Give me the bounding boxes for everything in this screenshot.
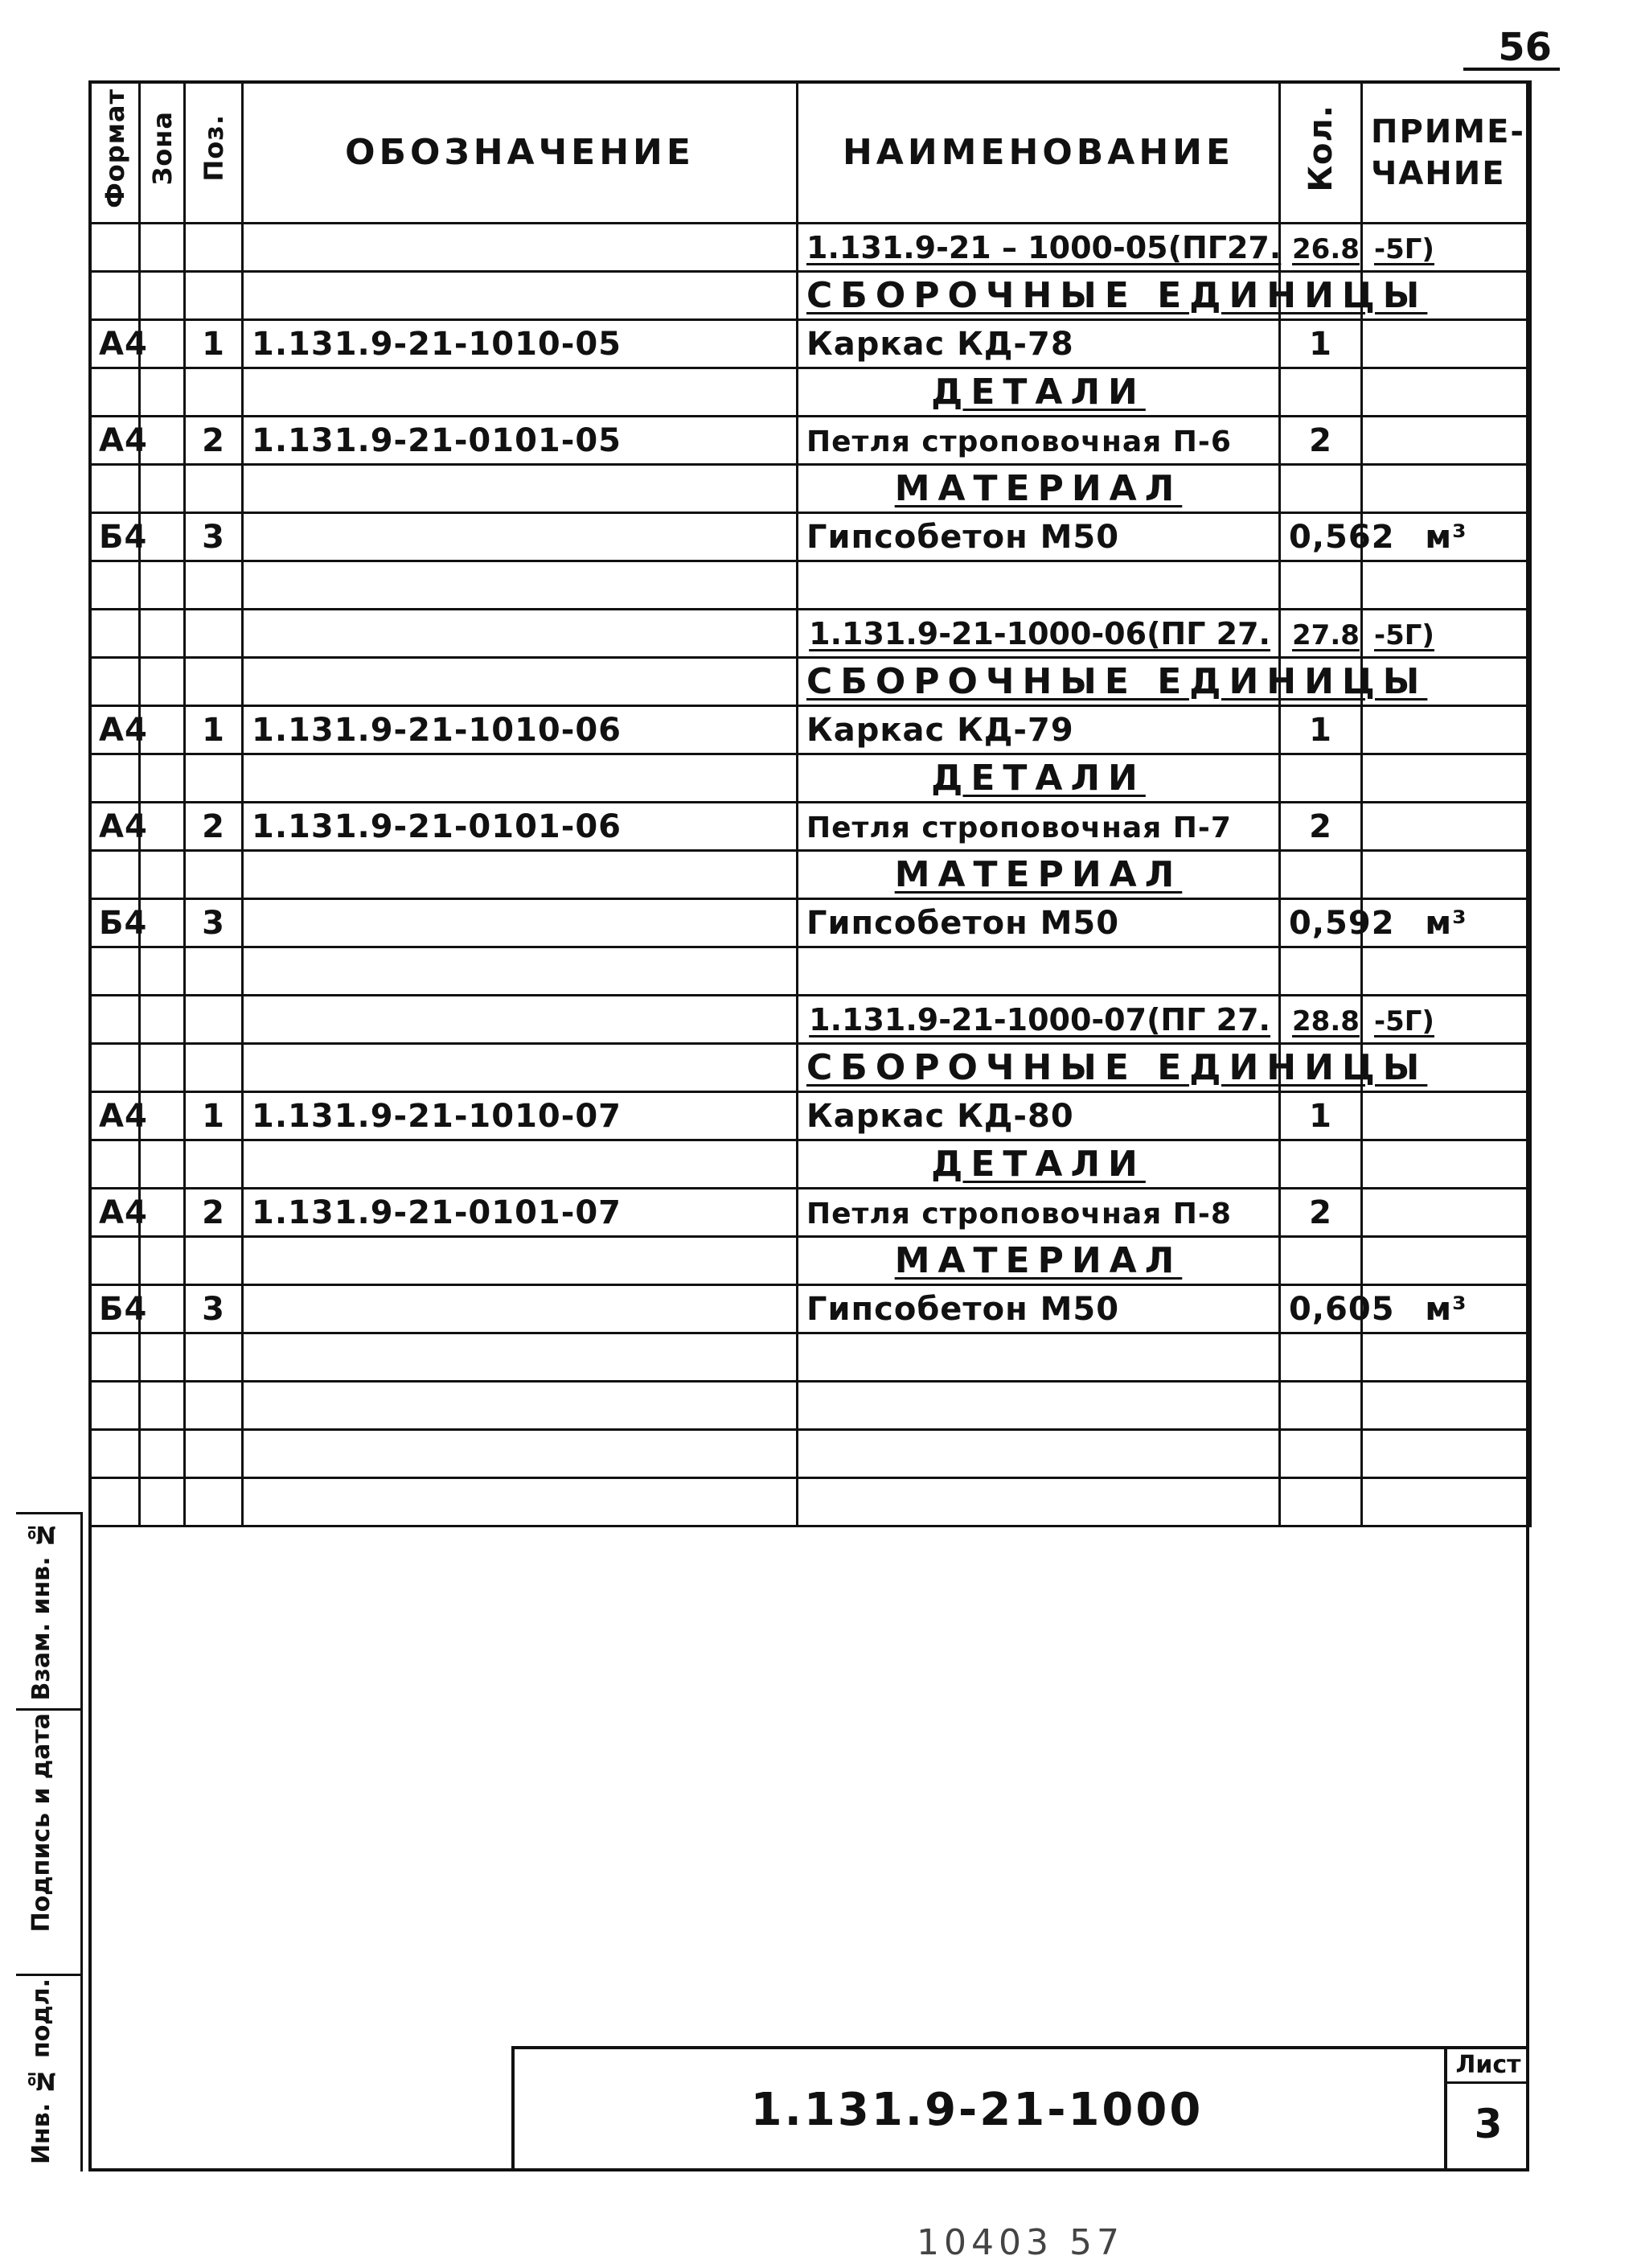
cell-group-note: -5Г)	[1362, 610, 1531, 658]
cell-pos	[185, 465, 243, 513]
cell-zone	[140, 1044, 185, 1092]
cell-qty: 0,562	[1280, 513, 1362, 561]
table-row	[90, 996, 1531, 1044]
cell-format	[90, 1044, 140, 1092]
cell-note	[1362, 754, 1531, 803]
cell-empty	[1362, 1430, 1531, 1478]
cell-designation: 1.131.9-21-1010-05	[243, 320, 798, 368]
cell-zone	[140, 368, 185, 417]
cell-empty	[90, 561, 140, 610]
cell-qty: 1	[1280, 706, 1362, 754]
cell-format	[90, 224, 140, 272]
cell-note	[1362, 706, 1531, 754]
table-row	[90, 1189, 1531, 1237]
cell-qty	[1280, 368, 1362, 417]
cell-empty	[1280, 1333, 1362, 1382]
cell-format	[90, 1237, 140, 1285]
cell-empty	[140, 947, 185, 996]
cell-note	[1362, 1237, 1531, 1285]
cell-empty	[798, 561, 1280, 610]
cell-empty	[798, 1382, 1280, 1430]
side-stamp-strip	[16, 1512, 83, 2171]
cell-format	[90, 465, 140, 513]
cell-empty	[140, 1430, 185, 1478]
cell-zone	[140, 1140, 185, 1189]
cell-section-heading: ДЕТАЛИ	[798, 368, 1280, 417]
cell-designation	[243, 899, 798, 947]
cell-designation: 1.131.9-21-0101-05	[243, 417, 798, 465]
cell-note	[1362, 320, 1531, 368]
cell-empty	[90, 1478, 140, 1526]
table-row	[90, 417, 1531, 465]
cell-qty	[1280, 851, 1362, 899]
cell-name: Гипсобетон М50	[798, 899, 1280, 947]
cell-empty	[185, 1478, 243, 1526]
document-code: 1.131.9-21-1000	[750, 2084, 1204, 2136]
cell-name: Петля строповочная П-8	[798, 1189, 1280, 1237]
cell-name: Гипсобетон М50	[798, 1285, 1280, 1333]
cell-empty	[243, 1430, 798, 1478]
cell-group-qty: 27.8	[1280, 610, 1362, 658]
cell-designation	[243, 513, 798, 561]
cell-name: Каркас КД-78	[798, 320, 1280, 368]
cell-section-heading: МАТЕРИАЛ	[798, 1237, 1280, 1285]
cell-designation	[243, 224, 798, 272]
cell-pos: 3	[185, 1285, 243, 1333]
cell-empty	[185, 561, 243, 610]
cell-pos	[185, 1237, 243, 1285]
cell-format: Б4	[90, 1285, 140, 1333]
table-row	[90, 658, 1531, 706]
table-row	[90, 320, 1531, 368]
cell-qty: 2	[1280, 1189, 1362, 1237]
cell-designation	[243, 851, 798, 899]
table-row	[90, 1237, 1531, 1285]
cell-empty	[1280, 1382, 1362, 1430]
cell-empty	[243, 1478, 798, 1526]
table-row	[90, 1285, 1531, 1333]
cell-zone	[140, 851, 185, 899]
cell-note: м³	[1362, 513, 1531, 561]
cell-note	[1362, 803, 1531, 851]
table-row	[90, 610, 1531, 658]
cell-pos: 1	[185, 320, 243, 368]
cell-note	[1362, 851, 1531, 899]
cell-empty	[1362, 1382, 1531, 1430]
cell-empty	[243, 1333, 798, 1382]
cell-format	[90, 754, 140, 803]
header-note: ПРИМЕ- ЧАНИЕ	[1362, 82, 1531, 224]
cell-empty	[1280, 1478, 1362, 1526]
cell-section-heading: ДЕТАЛИ	[798, 1140, 1280, 1189]
table-row	[90, 1382, 1531, 1430]
cell-note	[1362, 1092, 1531, 1140]
cell-qty: 1	[1280, 1092, 1362, 1140]
cell-pos: 2	[185, 417, 243, 465]
side-label-inv-dubl: Взам. инв. №	[27, 1520, 55, 1701]
cell-pos	[185, 272, 243, 320]
cell-section-heading: МАТЕРИАЛ	[798, 851, 1280, 899]
sheet-box	[1444, 2049, 1529, 2171]
sheet-label: Лист	[1447, 2049, 1529, 2084]
cell-name: Петля строповочная П-7	[798, 803, 1280, 851]
header-qty: Кол.	[1280, 82, 1362, 224]
cell-section-heading: СБОРОЧНЫЕ ЕДИНИЦЫ	[798, 1044, 1280, 1092]
cell-format: А4	[90, 803, 140, 851]
cell-designation: 1.131.9-21-1010-06	[243, 706, 798, 754]
cell-empty	[140, 1478, 185, 1526]
side-label-sign-date: Подпись и дата	[27, 1713, 55, 1933]
side-label-inv-no: Инв. № подл.	[27, 1978, 55, 2165]
cell-empty	[185, 947, 243, 996]
table-row	[90, 465, 1531, 513]
header-format: Формат	[90, 82, 140, 224]
cell-empty	[798, 1333, 1280, 1382]
cell-qty	[1280, 1140, 1362, 1189]
table-header-row	[90, 82, 1531, 224]
cell-zone	[140, 610, 185, 658]
table-row	[90, 561, 1531, 610]
cell-format	[90, 1140, 140, 1189]
cell-zone	[140, 658, 185, 706]
sheet-number: 3	[1474, 2101, 1503, 2147]
table-row	[90, 368, 1531, 417]
cell-zone	[140, 224, 185, 272]
cell-pos	[185, 1140, 243, 1189]
cell-designation	[243, 272, 798, 320]
header-designation: ОБОЗНАЧЕНИЕ	[243, 82, 798, 224]
cell-empty	[798, 947, 1280, 996]
cell-pos	[185, 754, 243, 803]
cell-group-qty: 26.8	[1280, 224, 1362, 272]
cell-pos	[185, 851, 243, 899]
cell-empty	[1362, 1478, 1531, 1526]
table-row	[90, 224, 1531, 272]
cell-pos	[185, 610, 243, 658]
cell-zone	[140, 754, 185, 803]
cell-section-heading: ДЕТАЛИ	[798, 754, 1280, 803]
cell-pos	[185, 368, 243, 417]
cell-qty: 2	[1280, 417, 1362, 465]
cell-zone	[140, 465, 185, 513]
table-row	[90, 1140, 1531, 1189]
cell-zone	[140, 1237, 185, 1285]
cell-note	[1362, 465, 1531, 513]
cell-format	[90, 851, 140, 899]
cell-format	[90, 368, 140, 417]
cell-empty	[1280, 947, 1362, 996]
cell-designation	[243, 1044, 798, 1092]
cell-empty	[798, 1478, 1280, 1526]
cell-section-heading: СБОРОЧНЫЕ ЕДИНИЦЫ	[798, 272, 1280, 320]
cell-qty: 0,605	[1280, 1285, 1362, 1333]
cell-group-title: 1.131.9-21-1000-07(ПГ 27.	[798, 996, 1280, 1044]
cell-designation	[243, 610, 798, 658]
table-row	[90, 1044, 1531, 1092]
cell-format	[90, 996, 140, 1044]
header-zone: Зона	[140, 82, 185, 224]
cell-format: Б4	[90, 513, 140, 561]
title-block	[511, 2046, 1529, 2171]
cell-empty	[140, 1382, 185, 1430]
cell-qty: 0,592	[1280, 899, 1362, 947]
cell-empty	[1280, 561, 1362, 610]
cell-format: А4	[90, 706, 140, 754]
table-row	[90, 754, 1531, 803]
specification-body	[90, 224, 1531, 1526]
cell-empty	[185, 1382, 243, 1430]
cell-format: А4	[90, 1092, 140, 1140]
cell-empty	[185, 1333, 243, 1382]
cell-section-heading: МАТЕРИАЛ	[798, 465, 1280, 513]
cell-designation	[243, 996, 798, 1044]
cell-pos: 3	[185, 899, 243, 947]
cell-note	[1362, 1189, 1531, 1237]
cell-note: м³	[1362, 1285, 1531, 1333]
cell-format	[90, 658, 140, 706]
cell-qty: 1	[1280, 320, 1362, 368]
cell-empty	[140, 1333, 185, 1382]
cell-empty	[1362, 947, 1531, 996]
cell-qty: 2	[1280, 803, 1362, 851]
cell-designation: 1.131.9-21-1010-07	[243, 1092, 798, 1140]
cell-designation	[243, 1140, 798, 1189]
header-pos: Поз.	[185, 82, 243, 224]
cell-zone	[140, 996, 185, 1044]
table-row	[90, 947, 1531, 996]
cell-format: А4	[90, 417, 140, 465]
table-row	[90, 803, 1531, 851]
cell-note	[1362, 368, 1531, 417]
table-row	[90, 513, 1531, 561]
cell-pos: 2	[185, 803, 243, 851]
cell-designation	[243, 1237, 798, 1285]
table-row	[90, 1430, 1531, 1478]
cell-empty	[243, 947, 798, 996]
cell-format: А4	[90, 320, 140, 368]
table-row	[90, 899, 1531, 947]
cell-empty	[1362, 1333, 1531, 1382]
cell-designation	[243, 1285, 798, 1333]
cell-format	[90, 610, 140, 658]
cell-empty	[798, 1430, 1280, 1478]
table-row	[90, 706, 1531, 754]
cell-empty	[185, 1430, 243, 1478]
cell-group-title: 1.131.9-21-1000-06(ПГ 27.	[798, 610, 1280, 658]
cell-empty	[90, 1430, 140, 1478]
cell-note	[1362, 417, 1531, 465]
cell-pos	[185, 224, 243, 272]
cell-pos: 2	[185, 1189, 243, 1237]
cell-empty	[243, 561, 798, 610]
cell-designation	[243, 658, 798, 706]
cell-note	[1362, 1140, 1531, 1189]
cell-pos: 1	[185, 1092, 243, 1140]
cell-qty	[1280, 465, 1362, 513]
cell-name: Каркас КД-79	[798, 706, 1280, 754]
cell-pos: 1	[185, 706, 243, 754]
cell-empty	[1362, 561, 1531, 610]
cell-group-title: 1.131.9-21 – 1000-05(ПГ27.	[798, 224, 1280, 272]
table-row	[90, 1092, 1531, 1140]
cell-format: А4	[90, 1189, 140, 1237]
cell-designation	[243, 368, 798, 417]
cell-designation	[243, 465, 798, 513]
cell-designation: 1.131.9-21-0101-06	[243, 803, 798, 851]
header-name: НАИМЕНОВАНИЕ	[798, 82, 1280, 224]
cell-pos	[185, 658, 243, 706]
table-row	[90, 1333, 1531, 1382]
specification-table	[88, 80, 1532, 1527]
cell-name: Петля строповочная П-6	[798, 417, 1280, 465]
bottom-archive-mark: 10403 57	[917, 2222, 1124, 2263]
cell-pos	[185, 996, 243, 1044]
cell-designation	[243, 754, 798, 803]
cell-section-heading: СБОРОЧНЫЕ ЕДИНИЦЫ	[798, 658, 1280, 706]
table-row	[90, 851, 1531, 899]
cell-empty	[1280, 1430, 1362, 1478]
cell-format: Б4	[90, 899, 140, 947]
cell-group-note: -5Г)	[1362, 224, 1531, 272]
cell-format	[90, 272, 140, 320]
cell-zone	[140, 272, 185, 320]
cell-pos	[185, 1044, 243, 1092]
cell-empty	[90, 1333, 140, 1382]
table-row	[90, 272, 1531, 320]
cell-designation: 1.131.9-21-0101-07	[243, 1189, 798, 1237]
cell-empty	[243, 1382, 798, 1430]
cell-qty	[1280, 754, 1362, 803]
cell-empty	[140, 561, 185, 610]
table-row	[90, 1478, 1531, 1526]
cell-group-qty: 28.8	[1280, 996, 1362, 1044]
cell-name: Каркас КД-80	[798, 1092, 1280, 1140]
cell-empty	[90, 1382, 140, 1430]
page-number-mark: 56	[1463, 24, 1560, 71]
cell-note: м³	[1362, 899, 1531, 947]
cell-name: Гипсобетон М50	[798, 513, 1280, 561]
cell-qty	[1280, 1237, 1362, 1285]
cell-group-note: -5Г)	[1362, 996, 1531, 1044]
cell-pos: 3	[185, 513, 243, 561]
cell-empty	[90, 947, 140, 996]
